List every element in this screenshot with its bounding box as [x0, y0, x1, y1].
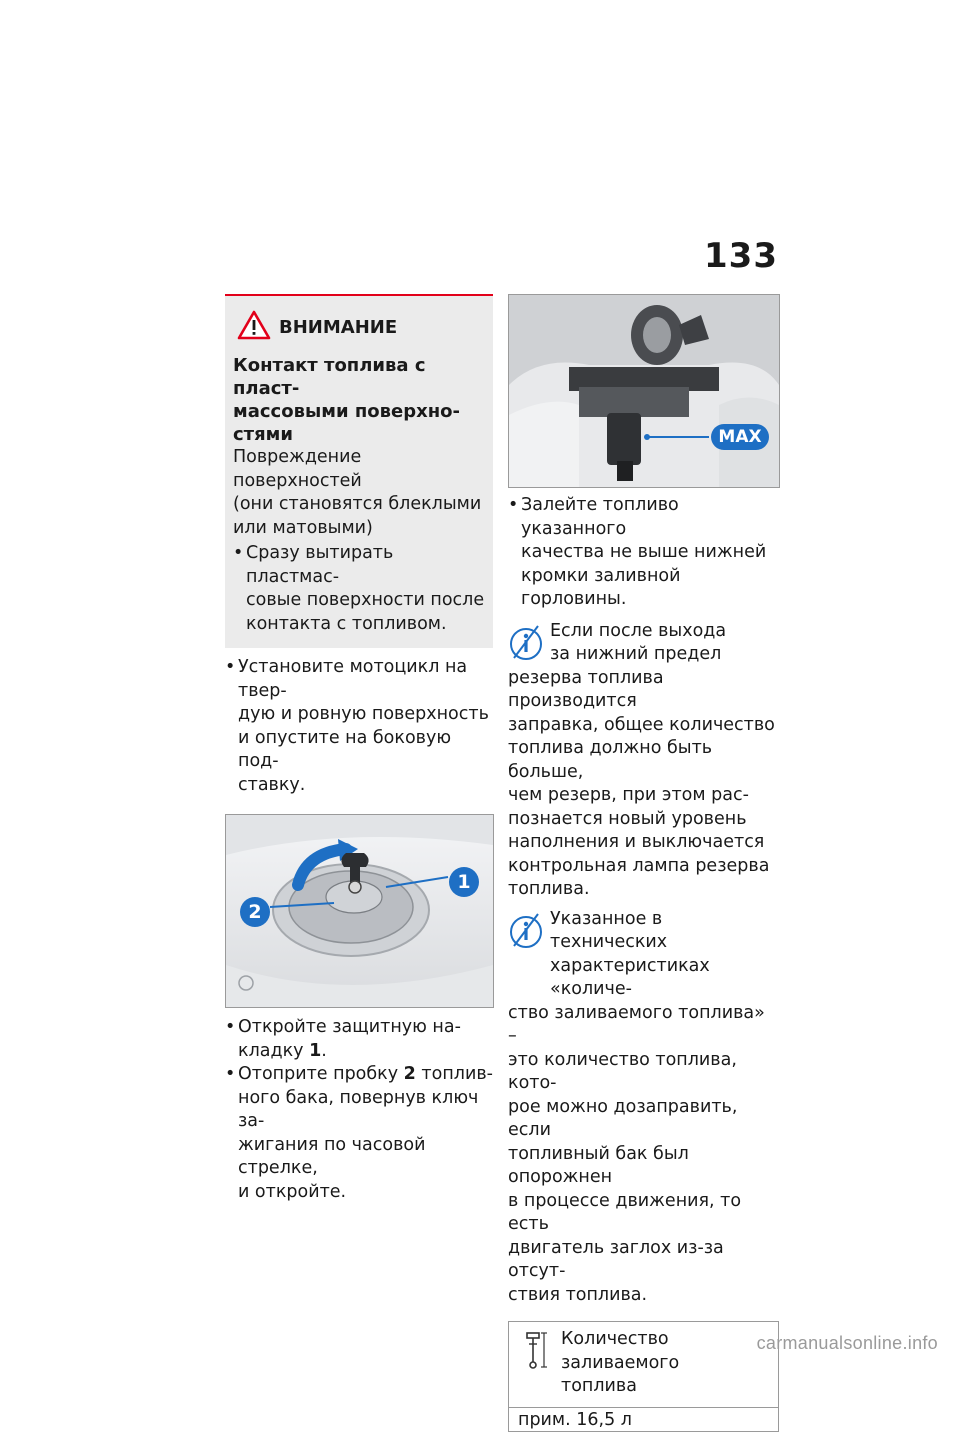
- step-line: и откройте.: [238, 1181, 347, 1202]
- info-line: заправка, общее количество: [508, 714, 775, 735]
- step-ref-2: 2: [403, 1064, 416, 1084]
- spec-label: [561, 1328, 778, 1399]
- warning-box: [225, 294, 493, 648]
- fill-instruction: [508, 494, 779, 612]
- warning-body-line: или матовыми): [233, 517, 373, 538]
- warning-subtitle-line: массовыми поверхно-: [233, 401, 460, 422]
- fill-line: кромки заливной горловины.: [521, 565, 681, 609]
- info-line: ство заливаемого топлива» –: [508, 1002, 765, 1046]
- step-text: .: [321, 1040, 327, 1061]
- fill-line: качества не выше нижней: [521, 542, 767, 562]
- step-line: [238, 1063, 493, 1087]
- callout-2-label: 2: [248, 901, 262, 923]
- fuel-capacity-table: [508, 1321, 779, 1432]
- bullet-dot: •: [225, 1017, 236, 1037]
- info-icon: [508, 910, 544, 958]
- instruction-line: дую и ровную поверхность: [238, 704, 489, 724]
- info-line: это количество топлива, кото-: [508, 1049, 737, 1093]
- fuel-dipstick-icon: [509, 1328, 561, 1399]
- info-note-reserve: [508, 620, 779, 902]
- right-column: [508, 294, 779, 1432]
- max-level-badge: [711, 424, 769, 450]
- info-note-capacity: [508, 908, 779, 1308]
- instruction-line: ставку.: [238, 774, 306, 795]
- left-column: [225, 294, 493, 1204]
- info-line: двигатель заглох из-за отсут-: [508, 1237, 724, 1281]
- spec-label-line: топлива: [561, 1376, 637, 1396]
- info-line: топлива должно быть больше,: [508, 738, 713, 782]
- info-icon: [508, 622, 544, 670]
- bullet-dot: •: [225, 657, 236, 677]
- fuel-filler-figure: [508, 294, 780, 488]
- fuel-filler-illustration: [509, 295, 779, 487]
- step-ref-1: 1: [309, 1040, 322, 1061]
- spec-value: прим. 16,5 л: [518, 1409, 632, 1430]
- bullet-dot: •: [233, 543, 244, 563]
- info-line: рое можно дозаправить, если: [508, 1096, 738, 1140]
- warning-subtitle: [233, 354, 485, 446]
- footer-watermark: carmanualsonline.info: [756, 1333, 938, 1353]
- warning-subtitle-line: стями: [233, 424, 293, 445]
- warning-bullet-line: совые поверхности после: [246, 590, 485, 610]
- info-line: Указанное в технических: [550, 908, 668, 952]
- step-line: Откройте защитную на-: [238, 1017, 461, 1037]
- warning-body: [233, 446, 485, 540]
- step-text: топлив-: [415, 1064, 493, 1084]
- max-level-label: MAX: [718, 427, 762, 447]
- spec-label-line: Количество заливаемого: [561, 1329, 680, 1373]
- bullet-dot: •: [225, 1064, 236, 1084]
- info-line: топлива.: [508, 879, 590, 899]
- page-number: 133: [704, 236, 778, 276]
- fill-line: Залейте топливо указанного: [521, 495, 679, 539]
- spec-header: [509, 1322, 778, 1408]
- step-text: Отоприте пробку: [238, 1064, 404, 1084]
- info-line: топливный бак был опорожнен: [508, 1143, 689, 1187]
- callout-1: [449, 867, 479, 897]
- warning-bullet-line: контакта с топливом.: [246, 613, 447, 634]
- info-line: ствия топлива.: [508, 1284, 648, 1305]
- callout-2: [240, 897, 270, 927]
- info-line: за нижний предел: [550, 644, 722, 664]
- step-line: жигания по часовой стрелке,: [238, 1134, 426, 1178]
- step-open-cover: [225, 1016, 493, 1063]
- info-line: Если после выхода: [550, 620, 727, 641]
- step-unlock-cap: [225, 1063, 493, 1204]
- step-line: ного бака, повернув ключ за-: [238, 1087, 479, 1131]
- info-line: наполнения и выключается: [508, 832, 765, 852]
- fuel-cap-figure: [225, 814, 494, 1008]
- instruction-line: и опустите на боковую под-: [238, 727, 452, 771]
- warning-bullet: [233, 542, 485, 636]
- callout-1-label: 1: [457, 871, 471, 893]
- step-line: [238, 1040, 493, 1064]
- warning-body-line: (они становятся блеклыми: [233, 494, 482, 514]
- warning-subtitle-line: Контакт топлива с пласт-: [233, 355, 426, 399]
- warning-header: [237, 310, 485, 344]
- warning-title: ВНИМАНИЕ: [279, 316, 398, 338]
- info-line: характеристиках «количе-: [550, 955, 710, 999]
- warning-body-line: Повреждение поверхностей: [233, 447, 362, 491]
- info-line: контрольная лампа резерва: [508, 855, 770, 876]
- step-text: кладку: [238, 1040, 310, 1061]
- info-line: чем резерв, при этом рас-: [508, 785, 749, 805]
- info-line: познается новый уровень: [508, 808, 747, 829]
- warning-bullet-line: Сразу вытирать пластмас-: [246, 543, 394, 587]
- bullet-dot: •: [508, 495, 519, 515]
- instruction-bullet: [225, 656, 493, 797]
- warning-triangle-icon: [237, 310, 271, 344]
- info-line: резерва топлива производится: [508, 667, 664, 711]
- info-line: в процессе движения, то есть: [508, 1190, 742, 1234]
- instruction-line: Установите мотоцикл на твер-: [238, 657, 468, 701]
